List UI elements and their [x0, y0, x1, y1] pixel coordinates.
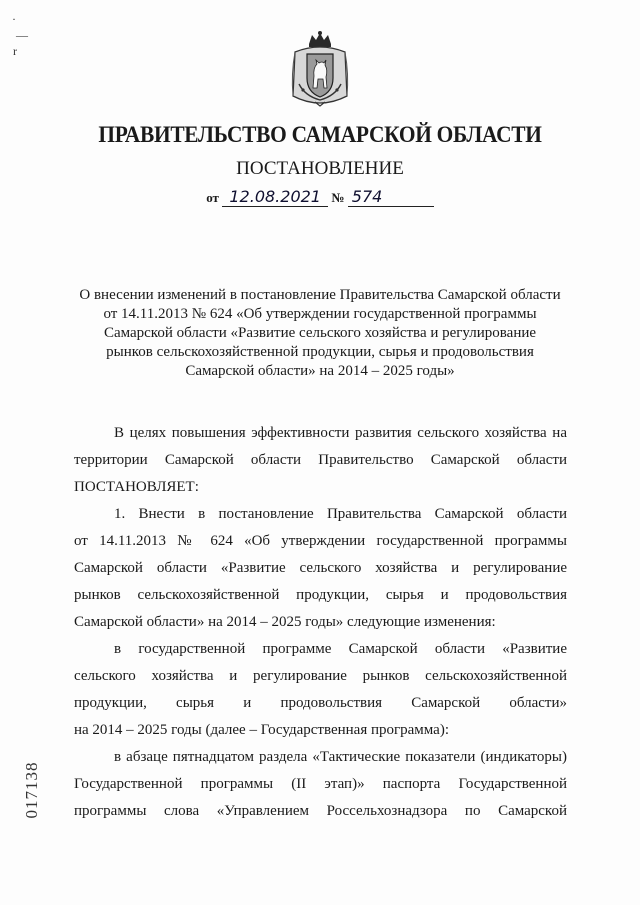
subject-line: от 14.11.2013 № 624 «Об утверждении государственной программы [103, 306, 537, 322]
subject-line: Самарской области «Развитие сельского хозяйства и регулирование [103, 325, 537, 341]
subject-line: рынков сельскохозяйственной продукции, сырья и продовольствия [106, 344, 534, 360]
text-line: на 2014 – 2025 годы (далее – Государственная программа): [74, 722, 450, 738]
text-line: продукции, сырья и продовольствия Самарской области» [74, 695, 567, 711]
date-prefix: от [206, 190, 219, 205]
text-line: от 14.11.2013 № 624 «Об утверждении государственной программы [74, 533, 567, 549]
subject-line: Самарской области» на 2014 – 2025 годы» [185, 363, 455, 379]
document-subject [70, 286, 570, 381]
text-line: рынков сельскохозяйственной продукции, сырья и продовольствия [74, 587, 567, 603]
margin-mark: · [12, 12, 16, 26]
document-number: 574 [348, 188, 434, 207]
text-line: Самарской области «Развитие сельского хозяйства и регулирование [74, 560, 567, 576]
margin-mark: — [16, 28, 28, 42]
text-line: в абзаце пятнадцатом раздела «Тактические показатели (индикаторы) [114, 749, 567, 765]
registration-number [20, 745, 44, 835]
text-line: 1. Внести в постановление Правительства Самарской области [114, 506, 567, 522]
text-line: ПОСТАНОВЛЯЕТ: [74, 479, 199, 495]
registration-number-text: 017138 [22, 761, 41, 819]
body-paragraph [74, 420, 567, 501]
body-paragraph [74, 501, 567, 636]
number-prefix: № [331, 190, 345, 205]
text-line: в государственной программе Самарской области «Развитие [114, 641, 567, 657]
subject-line: О внесении изменений в постановление Правительства Самарской области [79, 287, 561, 303]
body-paragraph [74, 744, 567, 825]
margin-mark: r [13, 44, 17, 58]
document-type: ПОСТАНОВЛЕНИЕ [236, 158, 404, 179]
document-date: 12.08.2021 [222, 188, 328, 207]
text-line: Самарской области» на 2014 – 2025 годы» следующие изменения: [74, 614, 496, 630]
document-body [74, 420, 567, 825]
organization-title: ПРАВИТЕЛЬСТВО САМАРСКОЙ ОБЛАСТИ [98, 122, 542, 147]
text-line: В целях повышения эффективности развития сельского хозяйства на [114, 425, 567, 441]
samara-coat-of-arms-icon [285, 30, 355, 108]
date-number-line [0, 188, 640, 207]
text-line: программы слова «Управлением Россельхознадзора по Самарской [74, 803, 567, 819]
text-line: территории Самарской области Правительство Самарской области [74, 452, 567, 468]
body-paragraph [74, 636, 567, 744]
text-line: сельского хозяйства и регулирование рынков сельскохозяйственной [74, 668, 567, 684]
text-line: Государственной программы (II этап)» паспорта Государственной [74, 776, 567, 792]
